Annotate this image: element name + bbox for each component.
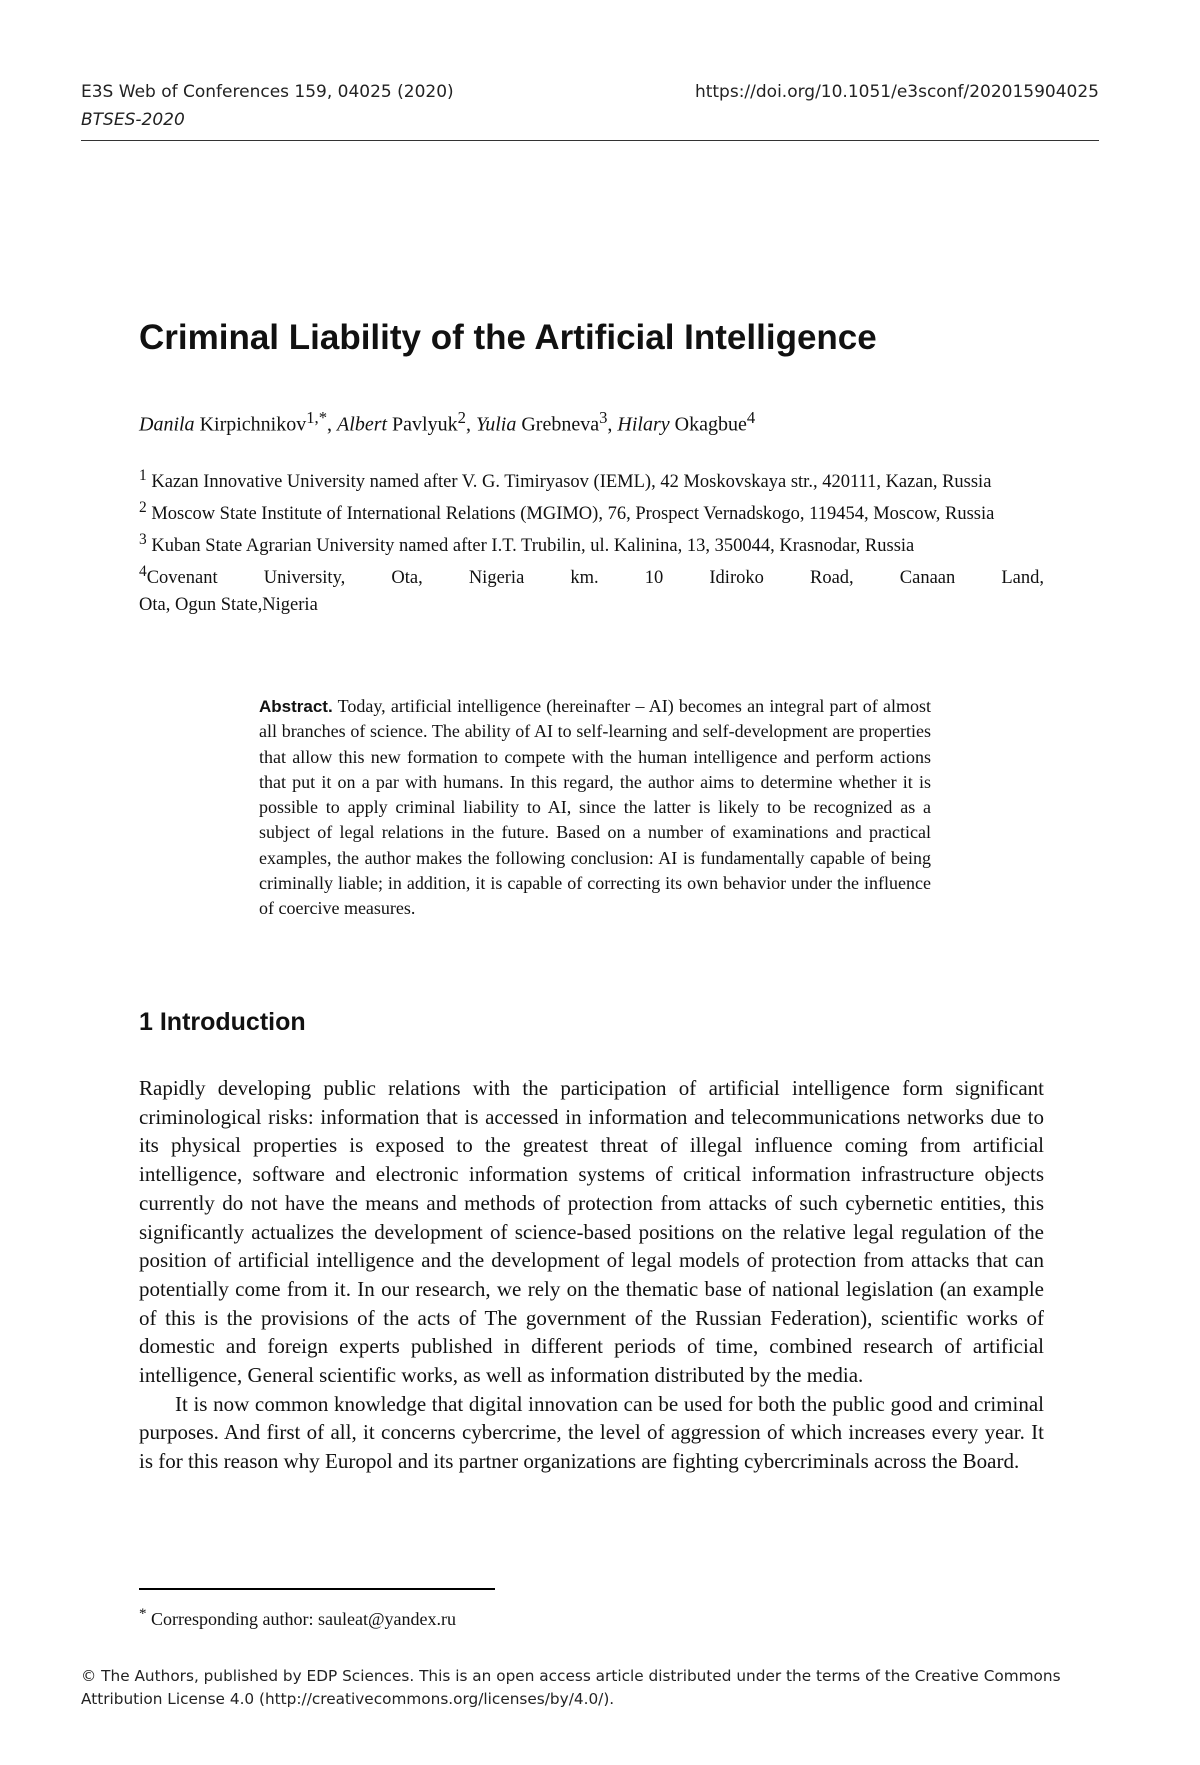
affiliation-number: 2 — [139, 499, 147, 517]
author-family-name: Pavlyuk — [392, 413, 458, 436]
author-marks: 1,* — [306, 408, 328, 427]
header-divider — [81, 140, 1099, 141]
author-given-name: Yulia — [475, 413, 517, 436]
author-given-name: Danila — [139, 413, 195, 436]
affiliation-number: 3 — [139, 531, 147, 549]
affiliation-3 — [139, 527, 1044, 559]
affiliation-2 — [139, 495, 1044, 527]
author-marks: 3 — [599, 408, 608, 427]
author-given-name: Hilary — [617, 413, 670, 436]
body-text — [139, 1074, 1044, 1476]
affiliation-text: Kazan Innovative University named after V. G. Timiryasov (IEML), 42 Moskovskaya str., 420111, Kazan, Russia — [151, 472, 992, 493]
footnote-text: Corresponding author: sauleat@yandex.ru — [151, 1609, 456, 1629]
author-given-name: Albert — [337, 413, 388, 436]
license-line-1: © The Authors, published by EDP Sciences. This is an open access article distributed under the terms of the Creative Commons — [81, 1667, 1061, 1685]
author-list: Danila Kirpichnikov$^{1,*}$, Albert Pavlyuk$^2$, Yulia Grebneva$^3$, Hilary Okagbue$^4$ — [139, 408, 756, 436]
abstract-label: Abstract. — [259, 697, 333, 716]
license-notice — [81, 1665, 1099, 1711]
abstract-text: Today, artificial intelligence (hereinafter – AI) becomes an integral part of almost all branches of science. The ability of AI to self-learning and self-development are properties that allow this new formation to compete with the human intelligence and perform actions that put it on a par with humans. In this regard, the author aims to determine whether it is possible to apply criminal liability to AI, since the latter is likely to be recognized as a subject of legal relations in the future. Based on a number of examinations and practical examples, the author makes the following conclusion: AI is fundamentally capable of being criminally liable; in addition, it is capable of correcting its own behavior under the influence of coercive measures. — [259, 696, 931, 919]
author-family-name: Grebneva — [521, 413, 600, 436]
footnote-mark: * — [139, 1606, 147, 1622]
doi-link[interactable]: https://doi.org/10.1051/e3sconf/202015904025 — [694, 82, 1099, 102]
conference-name: BTSES-2020 — [81, 110, 185, 130]
paragraph: It is now common knowledge that digital innovation can be used for both the public good and criminal purposes. And first of all, it concerns cybercrime, the level of aggression of which increases every year. It is for this reason why Europol and its partner organizations are fighting cybercriminals across the Board. — [139, 1391, 1044, 1474]
paragraph: Rapidly developing public relations with the participation of artificial intelligence form significant criminological risks: information that is accessed in information and telecommunications networks due to its physical properties is exposed to the greatest threat of illegal influence coming from artificial intelligence, software and electronic information systems of critical information infrastructure objects currently do not have the means and methods of protection from attacks of such cybernetic entities, this significantly actualizes the development of science-based positions on the relative legal regulation of the position of artificial intelligence and the development of legal models of protection from attacks that can potentially come from it. In our research, we rely on the thematic base of national legislation (an example of this is the provisions of the acts of The government of the Russian Federation), scientific works of domestic and foreign experts published in different periods of time, combined research of artificial intelligence, General scientific works, as well as information distributed by the media. — [139, 1076, 1044, 1388]
affiliation-text: Covenant University, Ota, Nigeria km. 10 Idiroko Road, Canaan Land, — [146, 568, 1044, 589]
paper-title: Criminal Liability of the Artificial Intelligence — [139, 318, 877, 357]
license-line-2: Attribution License 4.0 (http://creativecommons.org/licenses/by/4.0/). — [81, 1690, 615, 1708]
section-heading: 1 Introduction — [139, 1008, 306, 1036]
footnote — [139, 1606, 456, 1630]
author-family-name: Okagbue — [674, 413, 747, 436]
affiliation-number: 1 — [139, 467, 147, 484]
affiliation-4-continued: Ota, Ogun State,Nigeria — [139, 594, 318, 615]
affiliation-text: Moscow State Institute of International Relations (MGIMO), 76, Prospect Vernadskogo, 119454, Moscow, Russia — [151, 504, 995, 525]
journal-citation: E3S Web of Conferences 159, 04025 (2020) — [81, 82, 454, 102]
author-marks: 2 — [457, 408, 466, 427]
author-marks: 4 — [746, 408, 756, 427]
footnote-divider — [139, 1588, 495, 1590]
affiliation-number: 4 — [139, 563, 147, 581]
affiliation-4 — [139, 559, 1044, 591]
author-family-name: Kirpichnikov — [199, 413, 307, 436]
affiliation-text: Kuban State Agrarian University named after I.T. Trubilin, ul. Kalinina, 13, 350044, Krasnodar, Russia — [151, 536, 915, 557]
affiliations — [139, 463, 1044, 618]
affiliation-1 — [139, 463, 1044, 495]
abstract — [259, 694, 931, 922]
